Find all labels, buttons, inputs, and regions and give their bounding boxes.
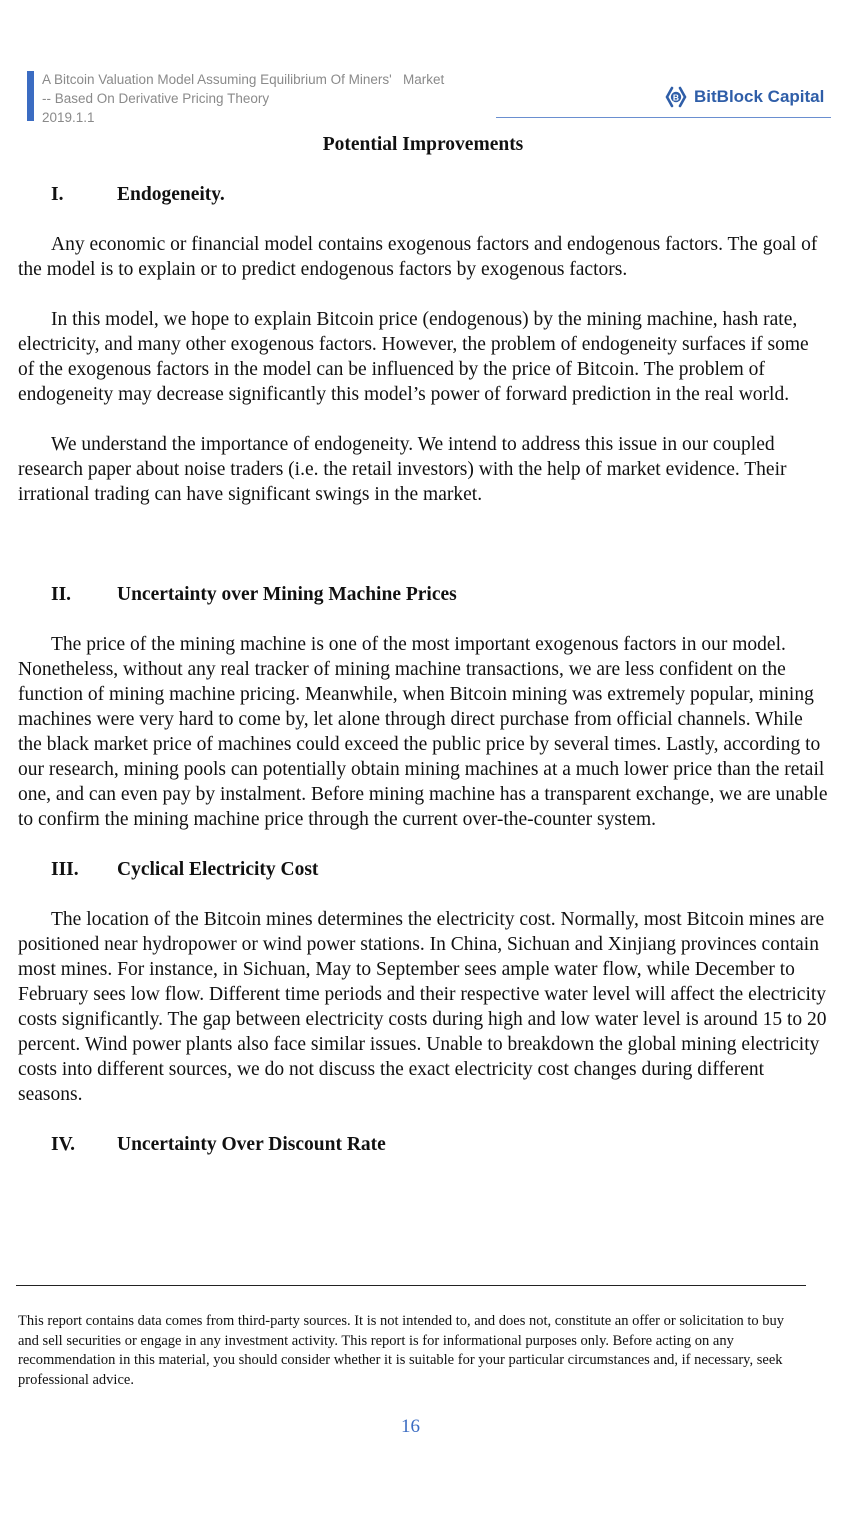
header-accent-bar <box>27 71 34 121</box>
bitblock-logo-icon <box>664 85 688 109</box>
brand-logo <box>664 85 824 109</box>
paragraph: In this model, we hope to explain Bitcoin price (endogenous) by the mining machine, hash rate, electricity, and many other exogenous factors. However, the problem of endogeneity surfaces if some of the exogenous factors in the model can be influenced by the price of Bitcoin. The problem of endogeneity may decrease significantly this model’s power of forward prediction in the real world. <box>18 309 809 405</box>
paragraph: The location of the Bitcoin mines determines the electricity cost. Normally, most Bitcoin mines are positioned near hydropower or wind power stations. In China, Sichuan and Xinjiang provinces contain most mines. For instance, in Sichuan, May to September sees ample water flow, while December to February sees low flow. Different time periods and their respective water level will affect the electricity costs significantly. The gap between electricity costs during high and low water level is around 15 to 20 percent. Wind power plants also face similar issues. Unable to breakdown the global mining electricity costs into different sources, we do not discuss the exact electricity cost changes during different seasons. <box>18 909 827 1105</box>
section-number: IV. <box>51 1134 76 1155</box>
report-title-line: A Bitcoin Valuation Model Assuming Equilibrium Of Miners' Market <box>42 72 445 87</box>
page-title: Potential Improvements <box>322 134 524 155</box>
section-heading-discount-rate <box>18 1132 828 1157</box>
report-subtitle-line: -- Based On Derivative Pricing Theory <box>42 91 270 106</box>
page-header <box>0 0 861 130</box>
section-title: Uncertainty over Mining Machine Prices <box>117 584 457 605</box>
report-date: 2019.1.1 <box>42 110 95 125</box>
section-number: III. <box>51 859 79 880</box>
section-heading-mining-machine-prices <box>18 582 828 607</box>
brand-name: BitBlock Capital <box>694 87 825 106</box>
section-title: Cyclical Electricity Cost <box>117 859 319 880</box>
svg-text:B: B <box>672 92 680 103</box>
page-number: 16 <box>401 1416 420 1437</box>
paragraph: Any economic or financial model contains exogenous factors and endogenous factors. The goal of the model is to explain or to predict endogenous factors by exogenous factors. <box>18 234 818 280</box>
main-content <box>18 132 828 1157</box>
section-heading-electricity-cost <box>18 857 828 882</box>
header-divider <box>496 117 831 118</box>
section-title: Endogeneity. <box>117 184 225 205</box>
section-heading-endogeneity <box>18 182 828 207</box>
report-title-block <box>42 70 444 127</box>
paragraph: We understand the importance of endogeneity. We intend to address this issue in our coupled research paper about noise traders (i.e. the retail investors) with the help of market evidence. Their irrational trading can have significant swings in the market. <box>18 434 787 505</box>
section-title: Uncertainty Over Discount Rate <box>117 1134 386 1155</box>
paragraph: The price of the mining machine is one of the most important exogenous factors in our model. Nonetheless, without any real tracker of mining machine transactions, we are less confident on the function of mining machine pricing. Meanwhile, when Bitcoin mining was extremely popular, mining machines were very hard to come by, let alone through direct purchase from official channels. While the black market price of machines could exceed the public price by several times. Lastly, according to our research, mining pools can potentially obtain mining machines at a much lower price than the retail one, and can even pay by instalment. Before mining machine has a transparent exchange, we are unable to confirm the mining machine price through the current over-the-counter system. <box>18 634 828 830</box>
footnote-divider <box>16 1285 806 1286</box>
section-number: I. <box>51 184 64 205</box>
section-number: II. <box>51 584 72 605</box>
disclaimer-text: This report contains data comes from third-party sources. It is not intended to, and does not, constitute an offer or solicitation to buy and sell securities or engage in any investment activity. This report is for informational purposes only. Before acting on any recommendation in this material, you should consider whether it is suitable for your particular circumstances and, if necessary, seek professional advice. <box>18 1313 785 1388</box>
